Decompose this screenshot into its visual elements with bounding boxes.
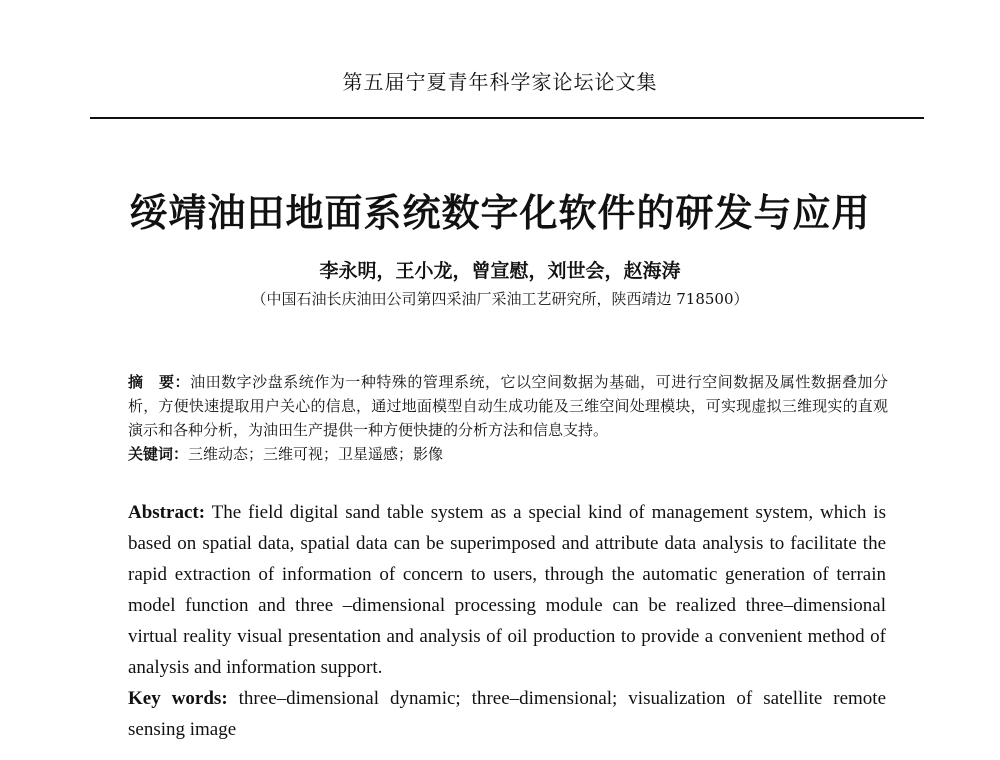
affiliation: （中国石油长庆油田公司第四采油厂采油工艺研究所，陕西靖边 718500） bbox=[251, 290, 749, 308]
chinese-keywords-label: 关键词： bbox=[128, 445, 189, 463]
chinese-abstract-label: 摘 要： bbox=[128, 373, 191, 391]
author-list: 李永明，王小龙，曾宣慰，刘世会，赵海涛 bbox=[319, 260, 681, 282]
chinese-abstract bbox=[128, 370, 888, 442]
chinese-keywords-text: 三维动态；三维可视；卫星遥感；影像 bbox=[188, 445, 444, 463]
english-keywords-label: Key words: bbox=[128, 688, 228, 709]
english-keywords bbox=[128, 683, 886, 745]
paper-title: 绥靖油田地面系统数字化软件的研发与应用 bbox=[129, 190, 871, 235]
chinese-keywords bbox=[128, 442, 888, 466]
english-abstract bbox=[128, 497, 886, 683]
english-abstract-text: The field digital sand table system as a special kind of management system, which is based on spatial data, spatial data can be superimposed and attribute data analysis to facilitate the rapid extraction of information of concern to users, through the automatic generation of terrain model function and three –dimensional processing module can be realized three–dimensional virtual reality visual presentation and analysis of oil production to provide a convenient method of analysis and information support. bbox=[128, 502, 886, 678]
chinese-abstract-text: 油田数字沙盘系统作为一种特殊的管理系统，它以空间数据为基础，可进行空间数据及属性数据叠加分析，方便快速提取用户关心的信息，通过地面模型自动生成功能及三维空间处理模块，可实现虚拟三维现实的直观演示和各种分析，为油田生产提供一种方便快捷的分析方法和信息支持。 bbox=[128, 373, 888, 439]
english-abstract-label: Abstract: bbox=[128, 502, 206, 523]
header-rule bbox=[90, 117, 924, 119]
running-header: 第五届宁夏青年科学家论坛论文集 bbox=[342, 70, 658, 94]
english-keywords-text: three–dimensional dynamic; three–dimensional; visualization of satellite remote sensing image bbox=[128, 688, 887, 740]
